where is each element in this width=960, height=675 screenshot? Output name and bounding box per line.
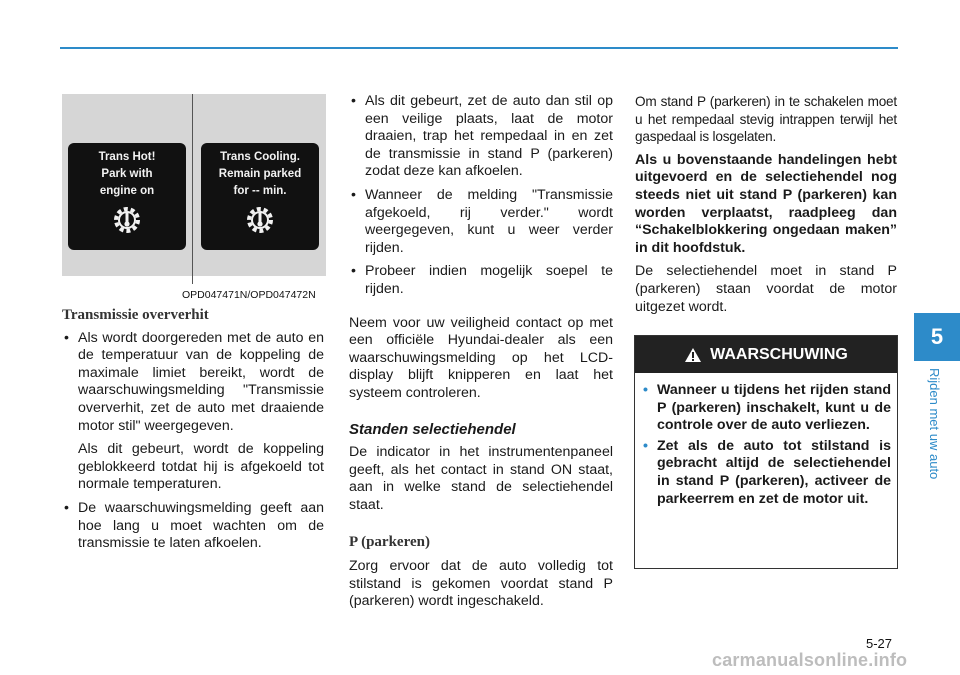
figure-caption: OPD047471N/OPD047472N bbox=[182, 289, 316, 301]
bold-paragraph: Als u bovenstaande handelingen hebt uitgevoerd en de selectiehendel nog steeds niet uit stand P (parkeren) kan worden verplaatst, raadpleeg dan “Schakelblokkering ongedaan maken” in dit hoofdstuk. bbox=[635, 151, 897, 256]
section-heading-standen: Standen selectiehendel bbox=[349, 420, 516, 438]
list-item: • De waarschuwingsmelding geeft aan hoe lang u moet wachten om de transmissie te laten afkoelen. bbox=[64, 499, 324, 552]
warning-item-text: Zet als de auto tot stilstand is gebracht altijd de selectiehendel in stand P (parkeren), activeer de parkeerrem en zet de motor uit. bbox=[657, 437, 891, 507]
warning-title: WAARSCHUWING bbox=[710, 345, 848, 363]
figure-divider bbox=[192, 94, 193, 284]
list-item: • Zet als de auto tot stilstand is gebracht altijd de selectiehendel in stand P (parkeren), activeer de parkeerrem en zet de motor uit. bbox=[643, 437, 891, 507]
watermark: carmanualsonline.info bbox=[712, 650, 908, 670]
paragraph: Om stand P (parkeren) in te schakelen moet u het rempedaal stevig intrappen terwijl het gaspedaal is losgelaten. bbox=[635, 94, 897, 145]
trans-cooling-message: Trans Cooling. Remain parked for -- min. bbox=[218, 151, 302, 197]
bullet-text: Als dit gebeurt, zet de auto dan stil op een veilige plaats, laat de motor draaien, trap het rempedaal in en zet de transmissie in stand P (parkeren) zodat deze kan afkoelen. bbox=[365, 93, 613, 180]
warning-list bbox=[643, 382, 891, 511]
dashboard-figure bbox=[62, 94, 326, 276]
paragraph: De indicator in het instrumentenpaneel geeft, als het contact in stand ON staat, aan in welke stand de selectiehendel staat. bbox=[349, 444, 613, 513]
trans-hot-screen bbox=[68, 143, 186, 250]
warning-triangle-icon bbox=[684, 347, 702, 363]
bullet-text: Als wordt doorgereden met de auto en de temperatuur van de koppeling de maximale limiet bereikt, wordt de waarschuwingsmelding "Transmissie oververhit, zet de auto met draaiende motor stil" weergegeven. bbox=[78, 329, 324, 434]
column-2 bbox=[349, 93, 613, 611]
section-heading-parkeren: P (parkeren) bbox=[349, 534, 430, 551]
warning-item-text: Wanneer u tijdens het rijden stand P (parkeren) inschakelt, kunt u de controle over de auto verliezen. bbox=[657, 382, 891, 434]
warning-box bbox=[634, 335, 898, 569]
list-item: • Als dit gebeurt, zet de auto dan stil op een veilige plaats, laat de motor draaien, trap het rempedaal in en zet de transmissie in stand P (parkeren) zodat deze kan afkoelen. bbox=[351, 93, 613, 180]
bullet-text: Wanneer de melding "Transmissie afgekoeld, rij verder." wordt weergegeven, kunt u weer verder rijden. bbox=[365, 186, 613, 256]
bullet-text: De waarschuwingsmelding geeft aan hoe lang u moet wachten om de transmissie te laten afkoelen. bbox=[78, 499, 324, 552]
list-item: • Probeer indien mogelijk soepel te rijden. bbox=[351, 263, 613, 297]
column-3 bbox=[635, 93, 897, 316]
page-number: 5-27 bbox=[866, 636, 893, 651]
trans-hot-message: Trans Hot! Park with engine on bbox=[98, 151, 156, 197]
header-rule bbox=[60, 47, 898, 49]
list-item: • Wanneer de melding "Transmissie afgekoeld, rij verder." wordt weergegeven, kunt u weer verder rijden. bbox=[351, 186, 613, 256]
bullet-text: Probeer indien mogelijk soepel te rijden. bbox=[365, 263, 613, 297]
warning-header bbox=[635, 336, 897, 373]
chapter-number-tab: 5 bbox=[914, 313, 960, 361]
chapter-title: Rijden met uw auto bbox=[927, 368, 942, 480]
column-1 bbox=[62, 307, 324, 553]
section-heading-transmissie: Transmissie oververhit bbox=[62, 307, 209, 323]
paragraph: De selectiehendel moet in stand P (parkeren) staan voordat de motor uitgezet wordt. bbox=[635, 263, 897, 315]
paragraph: Neem voor uw veiligheid contact op met een officiële Hyundai-dealer als een waarschuwingsmelding op het LCD-display blijft knipperen en laat het systeem controleren. bbox=[349, 314, 613, 401]
list-item: • Wanneer u tijdens het rijden stand P (parkeren) inschakelt, kunt u de controle over de auto verliezen. bbox=[643, 382, 891, 434]
trans-cooling-screen bbox=[201, 143, 319, 250]
bullet-continuation: Als dit gebeurt, wordt de koppeling geblokkeerd totdat hij is afgekoeld tot normale temperaturen. bbox=[78, 441, 324, 493]
paragraph: Zorg ervoor dat de auto volledig tot stilstand is gekomen voordat stand P (parkeren) wordt ingeschakeld. bbox=[349, 558, 613, 610]
gear-thermometer-icon bbox=[110, 203, 144, 237]
gear-thermometer-icon bbox=[243, 203, 277, 237]
list-item: • Als wordt doorgereden met de auto en de temperatuur van de koppeling de maximale limiet bereikt, wordt de waarschuwingsmelding "Transmissie oververhit, zet de auto met draaiende motor stil" weergegeven. bbox=[64, 329, 324, 434]
